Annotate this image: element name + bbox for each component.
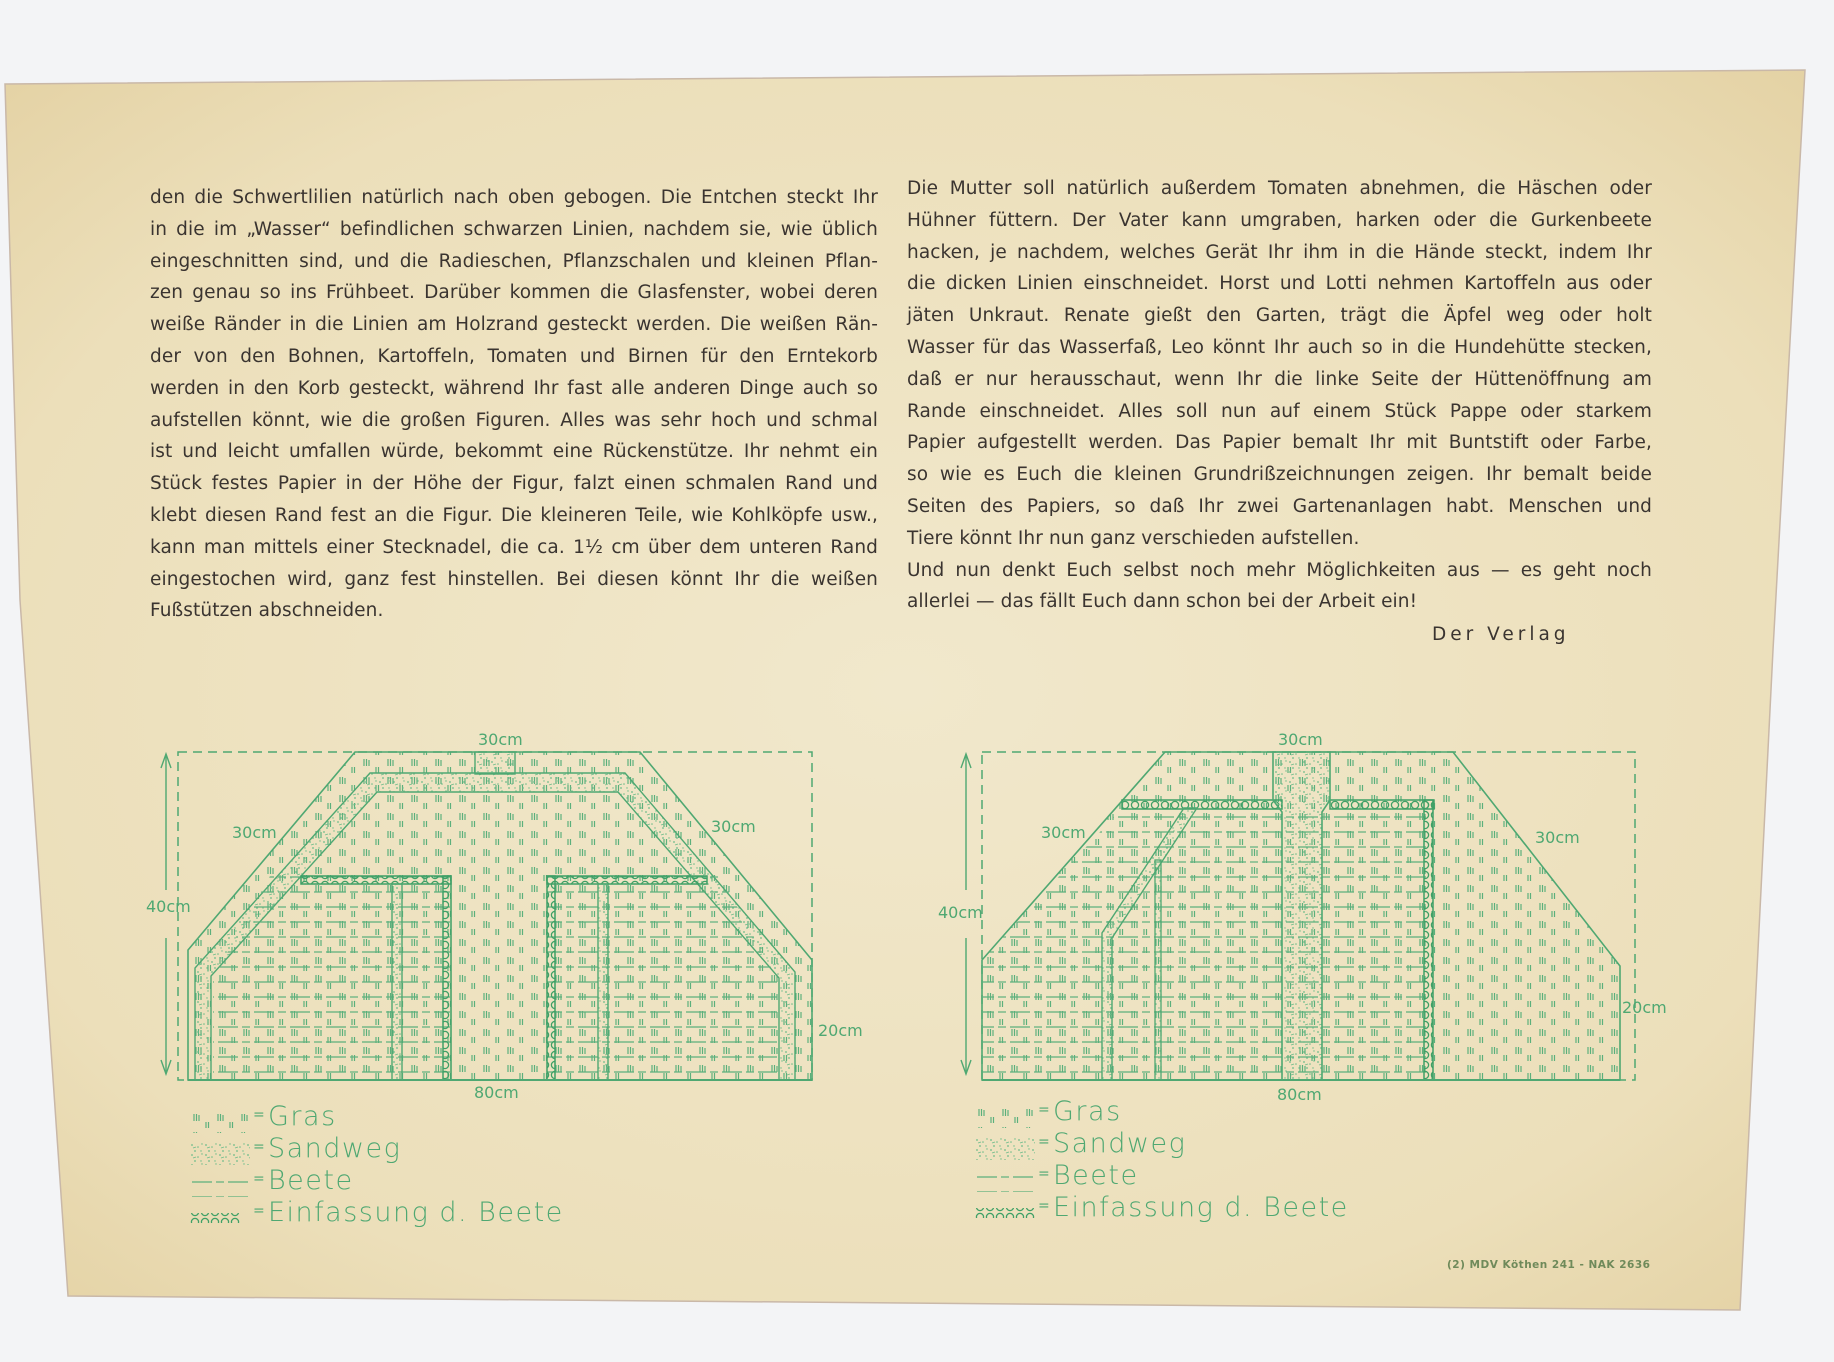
dim-bottom: 80cm [1277,1085,1322,1104]
text-line: daß er nur herausschaut, wenn Ihr die linke Seite der Hüttenöffnung am [907,368,1652,390]
text-line: weiße Ränder in die Linien am Holzrand gesteckt werden. Die weißen Rän- [150,314,878,336]
dim-height: 40cm [146,897,191,916]
bed-pattern-icon [190,1175,250,1197]
text-line: zen genau so ins Frühbeet. Darüber kommen die Glasfenster, wobei deren [150,282,878,304]
text-line: jäten Unkraut. Renate gießt den Garten, trägt die Äpfel weg oder holt [907,305,1652,327]
dim-left-slope: 30cm [1041,823,1086,842]
dim-left-slope: 30cm [232,823,277,842]
dim-top: 30cm [1278,730,1323,749]
sand-pattern-icon [190,1143,250,1165]
text-line: Hühner füttern. Der Vater kann umgraben, harken oder die Gurkenbeete [907,209,1652,231]
grass-pattern-icon [190,1111,250,1133]
dim-right-slope: 30cm [1535,828,1580,847]
right-garden-plan [961,752,1635,1080]
text-line: Stück festes Papier in der Höhe der Figur, falzt einen schmalen Rand und [150,473,878,495]
text-line: werden in den Korb gesteckt, während Ihr fast alle anderen Dinge auch so [150,377,878,399]
text-line: Und nun denkt Euch selbst noch mehr Möglichkeiten aus — es geht noch [907,559,1652,581]
text-line: allerlei — das fällt Euch dann schon bei der Arbeit ein! [907,591,1418,613]
border-pattern-icon [975,1202,1035,1224]
text-line: Tiere könnt Ihr nun ganz verschieden aufstellen. [907,527,1360,549]
bed-pattern-icon [975,1170,1035,1192]
dim-bottom: 80cm [474,1083,519,1102]
text-line: eingestochen wird, ganz fest hinstellen. Bei diesen könnt Ihr die weißen [150,568,878,590]
text-line: Wasser für das Wasserfaß, Leo könnt Ihr auch so in die Hundehütte stecken, [907,336,1652,358]
dim-right-side: 20cm [818,1021,863,1040]
left-garden-plan [161,752,812,1080]
text-line: kann man mittels einer Stecknadel, die ca. 1½ cm über dem unteren Rand [150,536,878,558]
text-line: Fußstützen abschneiden. [150,600,384,622]
dim-right-slope: 30cm [711,817,756,836]
grass-pattern-icon [975,1106,1035,1128]
sand-pattern-icon [975,1138,1035,1160]
text-line: Rande einschneidet. Alles soll nun auf einem Stück Pappe oder starkem [907,400,1652,422]
dim-height: 40cm [938,903,983,922]
text-line: in die im „Wasser“ befindlichen schwarzen Linien, nachdem sie, wie üblich [150,218,878,240]
dim-right-side: 20cm [1622,998,1667,1017]
text-line: so wie es Euch die kleinen Grundrißzeichnungen zeigen. Ihr bemalt beide [907,464,1652,486]
text-line: ist und leicht umfallen würde, bekommt eine Rückenstütze. Ihr nehmt ein [150,441,878,463]
text-line: Papier aufgestellt werden. Das Papier bemalt Ihr mit Buntstift oder Farbe, [907,432,1652,454]
border-pattern-icon [190,1207,250,1229]
text-line: hacken, je nachdem, welches Gerät Ihr ihm in die Hände steckt, indem Ihr [907,241,1652,263]
printer-imprint: (2) MDV Köthen 241 - NAK 2636 [1447,1259,1651,1271]
text-line: die dicken Linien einschneidet. Horst und Lotti nehmen Kartoffeln aus oder [907,273,1652,295]
text-line: aufstellen könnt, wie die großen Figuren. Alles was sehr hoch und schmal [150,409,878,431]
dim-top: 30cm [478,730,523,749]
text-line: Die Mutter soll natürlich außerdem Tomaten abnehmen, die Häschen oder [907,178,1652,199]
signature: Der Verlag [1432,624,1570,645]
text-line: klebt diesen Rand fest an die Figur. Die kleineren Teile, wie Kohlköpfe usw., [150,504,878,526]
text-line: den die Schwertlilien natürlich nach oben gebogen. Die Entchen steckt Ihr [150,187,878,208]
text-line: der von den Bohnen, Kartoffeln, Tomaten und Birnen für den Erntekorb [150,345,878,367]
text-line: Seiten des Papiers, so daß Ihr zwei Gartenanlagen habt. Menschen und [907,495,1652,517]
text-line: eingeschnitten sind, und die Radieschen, Pflanzschalen und kleinen Pflan- [150,250,878,272]
